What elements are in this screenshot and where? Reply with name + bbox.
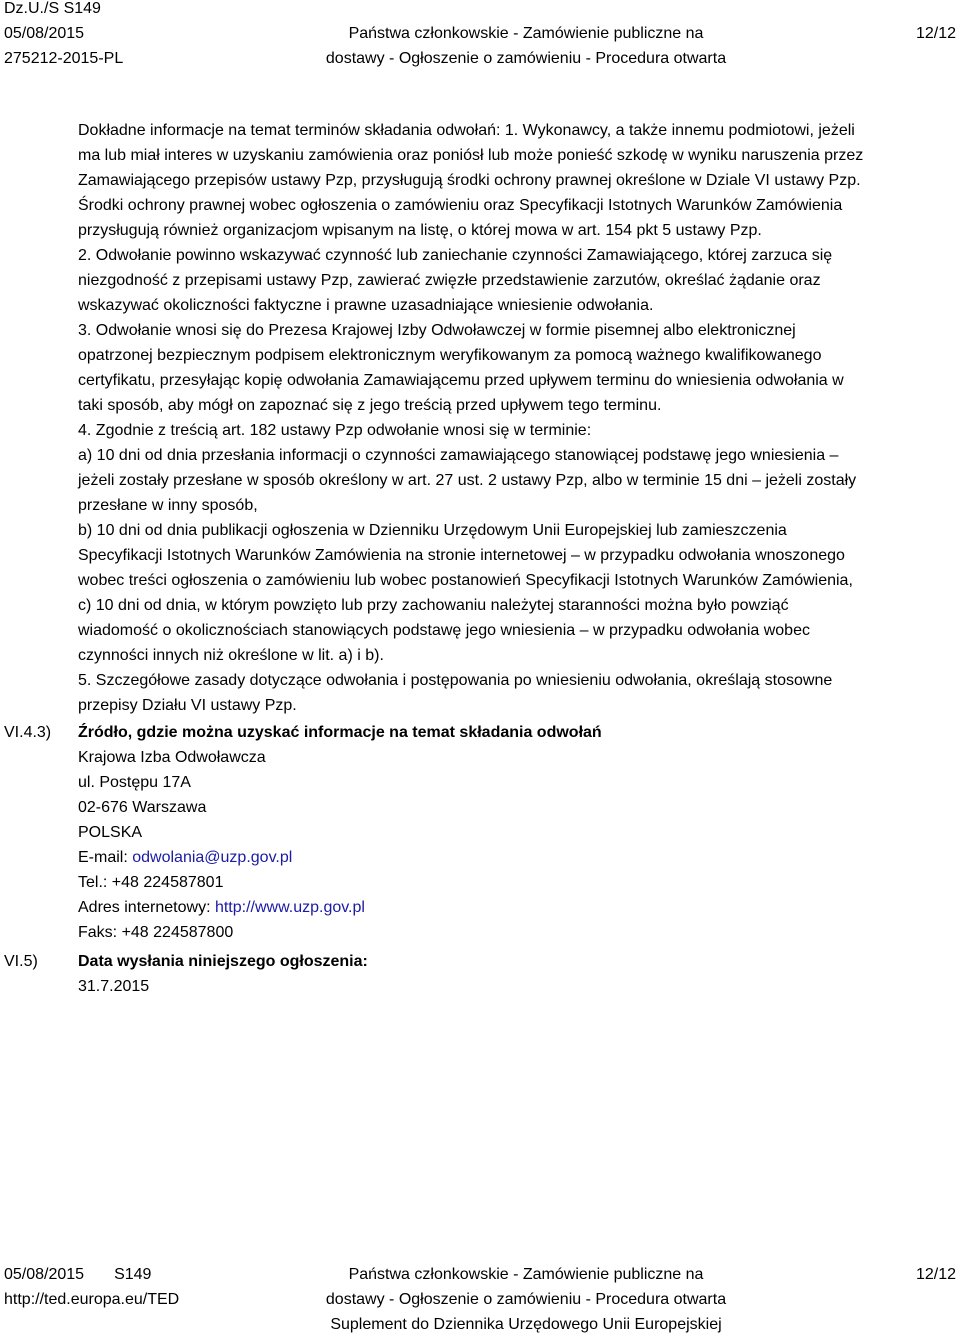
text-line: a) 10 dni od dnia przesłania informacji o czynności zamawiającego stanowiącej podstawę jego wniesienia – <box>78 447 839 464</box>
appeal-deadlines-text <box>78 118 863 718</box>
footer-center <box>260 1262 792 1337</box>
text-line: przysługują również organizacjom wpisanym na listę, o której mowa w art. 154 pkt 5 ustawy Pzp. <box>78 222 762 239</box>
dispatch-date: 31.7.2015 <box>78 978 150 995</box>
country: POLSKA <box>78 824 143 841</box>
email-label: E-mail: <box>78 849 133 866</box>
footer-left <box>4 1262 179 1312</box>
postal-city: 02-676 Warszawa <box>78 799 207 816</box>
header-center <box>260 21 792 71</box>
text-line: Zamawiającego przepisów ustawy Pzp, przysługują środki ochrony prawnej określone w Dziale VI ustawy Pzp. <box>78 172 861 189</box>
dispatch-date-title: Data wysłania niniejszego ogłoszenia: <box>78 953 368 970</box>
footer-title-line2: dostawy - Ogłoszenie o zamówieniu - Procedura otwarta <box>325 1291 727 1308</box>
text-line: 3. Odwołanie wnosi się do Prezesa Krajowej Izby Odwoławczej w formie pisemnej albo elektronicznej <box>78 322 796 339</box>
text-line: 2. Odwołanie powinno wskazywać czynność lub zaniechanie czynności Zamawiającego, której zarzuca się <box>78 247 833 264</box>
web-label: Adres internetowy: <box>78 899 215 916</box>
street-address: ul. Postępu 17A <box>78 774 191 791</box>
email-link[interactable]: odwolania@uzp.gov.pl <box>132 849 293 866</box>
text-line: opatrzonej bezpiecznym podpisem elektronicznym weryfikowanym za pomocą ważnego kwalifikowanego <box>78 347 822 364</box>
text-line: b) 10 dni od dnia publikacji ogłoszenia w Dzienniku Urzędowym Unii Europejskiej lub zamieszczenia <box>78 522 787 539</box>
section-number-vi-4-3: VI.4.3) <box>4 724 52 741</box>
header-page-number: 12/12 <box>915 25 956 42</box>
text-line: c) 10 dni od dnia, w którym powzięto lub przy zachowaniu należytej staranności można było powziąć <box>78 597 789 614</box>
text-line: niezgodność z przepisami ustawy Pzp, zawierać zwięzłe przedstawienie zarzutów, określać żądanie oraz <box>78 272 821 289</box>
footer-page-number: 12/12 <box>915 1266 956 1283</box>
email-row <box>78 845 602 870</box>
footer-code: S149 <box>114 1266 152 1283</box>
review-body-info <box>78 720 602 945</box>
text-line: certyfikatu, przesyłając kopię odwołania Zamawiającemu przed upływem terminu do wniesienia odwołania w <box>78 372 844 389</box>
footer-supplement: Suplement do Dziennika Urzędowego Unii Europejskiej <box>330 1316 722 1333</box>
text-line: 4. Zgodnie z treścią art. 182 ustawy Pzp odwołanie wnosi się w terminie: <box>78 422 592 439</box>
text-line: jeżeli zostały przesłane w sposób określony w art. 27 ust. 2 ustawy Pzp, albo w terminie 15 dni – jeżeli zostały <box>78 472 857 489</box>
section-number-vi-5: VI.5) <box>4 953 38 970</box>
fax: Faks: +48 224587800 <box>78 924 234 941</box>
text-line: przepisy Działu VI ustawy Pzp. <box>78 697 297 714</box>
journal-ref: Dz.U./S S149 <box>4 0 101 17</box>
text-line: Specyfikacji Istotnych Warunków Zamówienia na stronie internetowej – w przypadku odwołania wnoszonego <box>78 547 845 564</box>
footer-date-row <box>4 1262 179 1287</box>
text-line: wobec treści ogłoszenia o zamówieniu lub wobec postanowień Specyfikacji Istotnych Warunków Zamówienia, <box>78 572 853 589</box>
text-line: Środki ochrony prawnej wobec ogłoszenia o zamówieniu oraz Specyfikacji Istotnych Warunków Zamówienia <box>78 197 843 214</box>
section-title: Źródło, gdzie można uzyskać informacje na temat składania odwołań <box>78 724 602 741</box>
text-line: 5. Szczegółowe zasady dotyczące odwołania i postępowania po wniesieniu odwołania, określają stosowne <box>78 672 833 689</box>
header-left <box>4 0 123 71</box>
organisation-name: Krajowa Izba Odwoławcza <box>78 749 266 766</box>
text-line: czynności innych niż określone w lit. a) i b). <box>78 647 384 664</box>
notice-number: 275212-2015-PL <box>4 50 124 67</box>
web-row <box>78 895 602 920</box>
phone: Tel.: +48 224587801 <box>78 874 224 891</box>
header-title-line2: dostawy - Ogłoszenie o zamówieniu - Procedura otwarta <box>325 50 727 67</box>
header-date: 05/08/2015 <box>4 25 85 42</box>
text-line: Dokładne informacje na temat terminów składania odwołań: 1. Wykonawcy, a także innemu podmiotowi, jeżeli <box>78 122 855 139</box>
text-line: wskazywać okoliczności faktyczne i prawne uzasadniające wniesienie odwołania. <box>78 297 654 314</box>
dispatch-date-block <box>78 949 368 999</box>
header-title-line1: Państwa członkowskie - Zamówienie publiczne na <box>348 25 704 42</box>
text-line: taki sposób, aby mógł on zapoznać się z jego treścią przed upływem tego terminu. <box>78 397 662 414</box>
text-line: przesłane w inny sposób, <box>78 497 258 514</box>
footer-date: 05/08/2015 <box>4 1266 85 1283</box>
web-link[interactable]: http://www.uzp.gov.pl <box>214 899 365 916</box>
text-line: wiadomość o okolicznościach stanowiących podstawę jego wniesienia – w przypadku odwołania wobec <box>78 622 810 639</box>
footer-url: http://ted.europa.eu/TED <box>4 1291 180 1308</box>
footer-title-line1: Państwa członkowskie - Zamówienie publiczne na <box>348 1266 704 1283</box>
text-line: ma lub miał interes w uzyskaniu zamówienia oraz poniósł lub może ponieść szkodę w wyniku naruszenia przez <box>78 147 864 164</box>
